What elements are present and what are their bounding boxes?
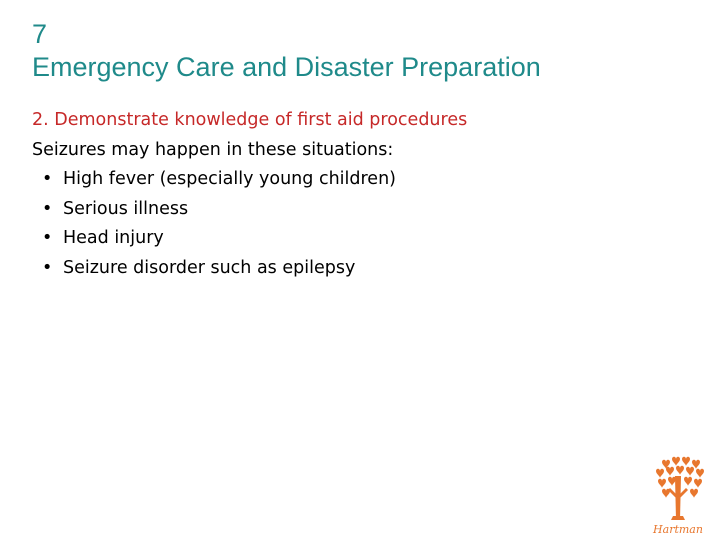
chapter-title: Emergency Care and Disaster Preparation (32, 52, 541, 82)
bullet-item (32, 224, 682, 254)
bullet-icon: • (42, 198, 53, 219)
bullet-list (32, 165, 682, 283)
slide-content (32, 106, 682, 283)
bullet-icon: • (42, 228, 53, 248)
bullet-item (32, 165, 682, 195)
bullet-text: Serious illness (63, 198, 189, 219)
bullet-text: Seizure disorder such as epilepsy (63, 257, 356, 278)
learning-objective: 2. Demonstrate knowledge of first aid procedures (32, 110, 468, 130)
bullet-icon: • (42, 169, 53, 189)
tree-of-hearts-logo-icon (646, 456, 710, 536)
bullet-item (32, 254, 682, 284)
slide-title (32, 18, 692, 84)
bullet-icon: • (42, 257, 53, 278)
bullet-text: High fever (especially young children) (63, 169, 396, 189)
bullet-item (32, 195, 682, 225)
intro-text: Seizures may happen in these situations: (32, 139, 394, 160)
hartman-logo (646, 456, 710, 536)
chapter-number: 7 (32, 19, 48, 49)
logo-wordmark: Hartman (653, 523, 703, 536)
bullet-text: Head injury (63, 228, 164, 248)
